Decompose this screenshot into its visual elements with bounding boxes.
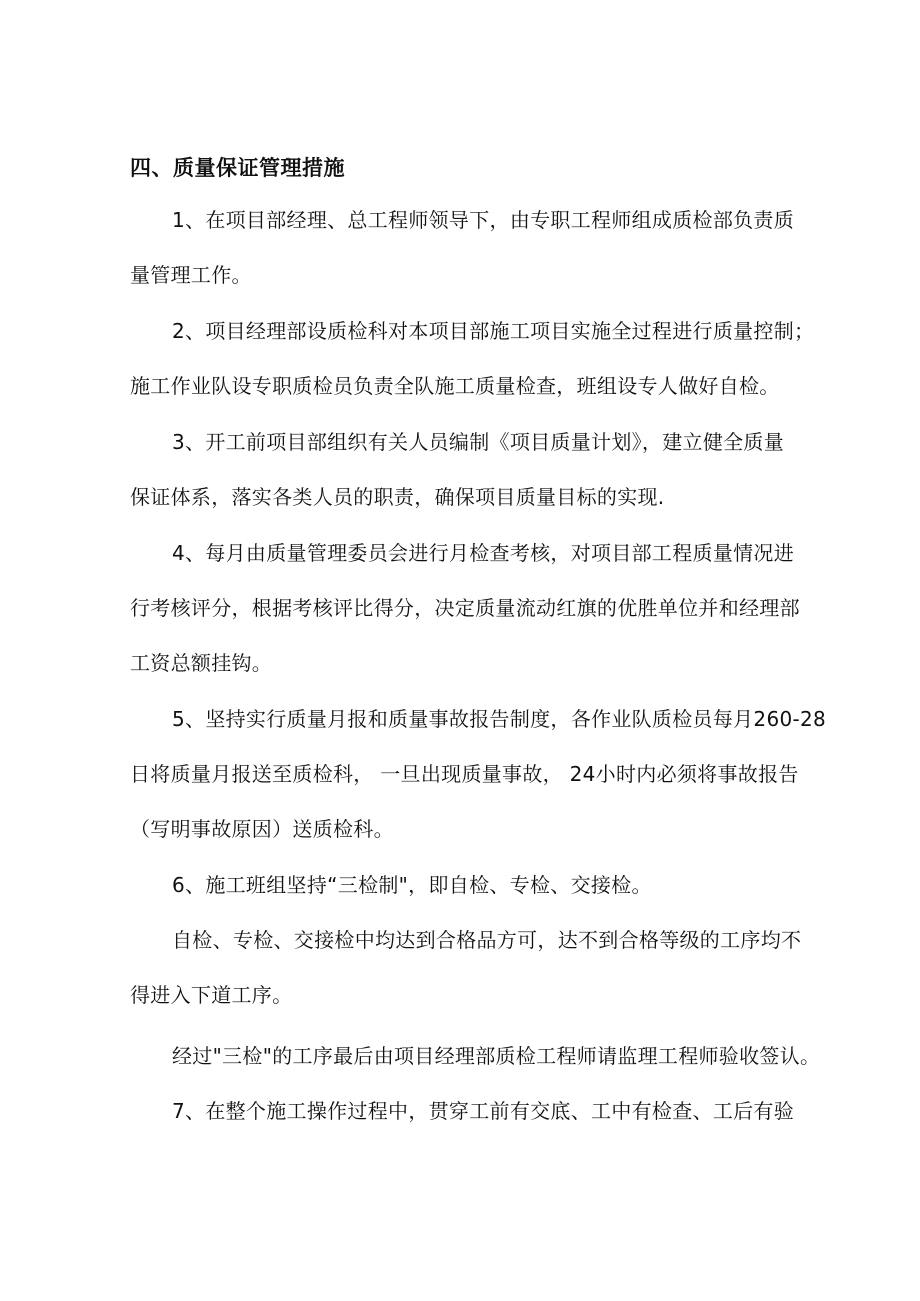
item-1-line-1: 1、在项目部经理、总工程师领导下，由专职工程师组成质检部负责质 [172, 208, 795, 232]
item-3-line-1: 3、开工前项目部组织有关人员编制《项目质量计划》，建立健全质量 [172, 430, 785, 454]
self-check-line-1: 自检、专检、交接检中均达到合格品方可，达不到合格等级的工序均不 [172, 928, 802, 952]
item-5-line-2: 日将质量月报送至质检科， 一旦出现质量事故， 24小时内必须将事故报告 [130, 762, 799, 786]
three-check-line: 经过"三检"的工序最后由项目经理部质检工程师请监理工程师验收签认。 [172, 1044, 821, 1068]
item-4-line-1: 4、每月由质量管理委员会进行月检查考核，对项目部工程质量情况进 [172, 541, 795, 565]
item-7-line-1: 7、在整个施工操作过程中，贯穿工前有交底、工中有检查、工后有验 [172, 1099, 795, 1123]
item-6-line-1: 6、施工班组坚持“三检制"，即自检、专检、交接检。 [172, 873, 652, 897]
self-check-line-2: 得进入下道工序。 [130, 983, 293, 1007]
item-5-line-3: （写明事故原因）送质检科。 [130, 817, 394, 841]
item-3-line-2: 保证体系，落实各类人员的职责，确保项目质量目标的实现. [130, 485, 665, 509]
item-2-line-2: 施工作业队设专职质检员负责全队施工质量检查，班组设专人做好自检。 [130, 374, 780, 398]
item-1-line-2: 量管理工作。 [130, 263, 252, 287]
item-4-line-2: 行考核评分，根据考核评比得分，决定质量流动红旗的优胜单位并和经理部 [130, 596, 800, 620]
item-5-line-1: 5、坚持实行质量月报和质量事故报告制度，各作业队质检员每月260-28 [172, 707, 827, 731]
item-4-line-3: 工资总额挂钩。 [130, 651, 273, 675]
item-2-line-1: 2、项目经理部设质检科对本项目部施工项目实施全过程进行质量控制； [172, 319, 815, 343]
section-heading: 四、质量保证管理措施 [130, 156, 345, 180]
